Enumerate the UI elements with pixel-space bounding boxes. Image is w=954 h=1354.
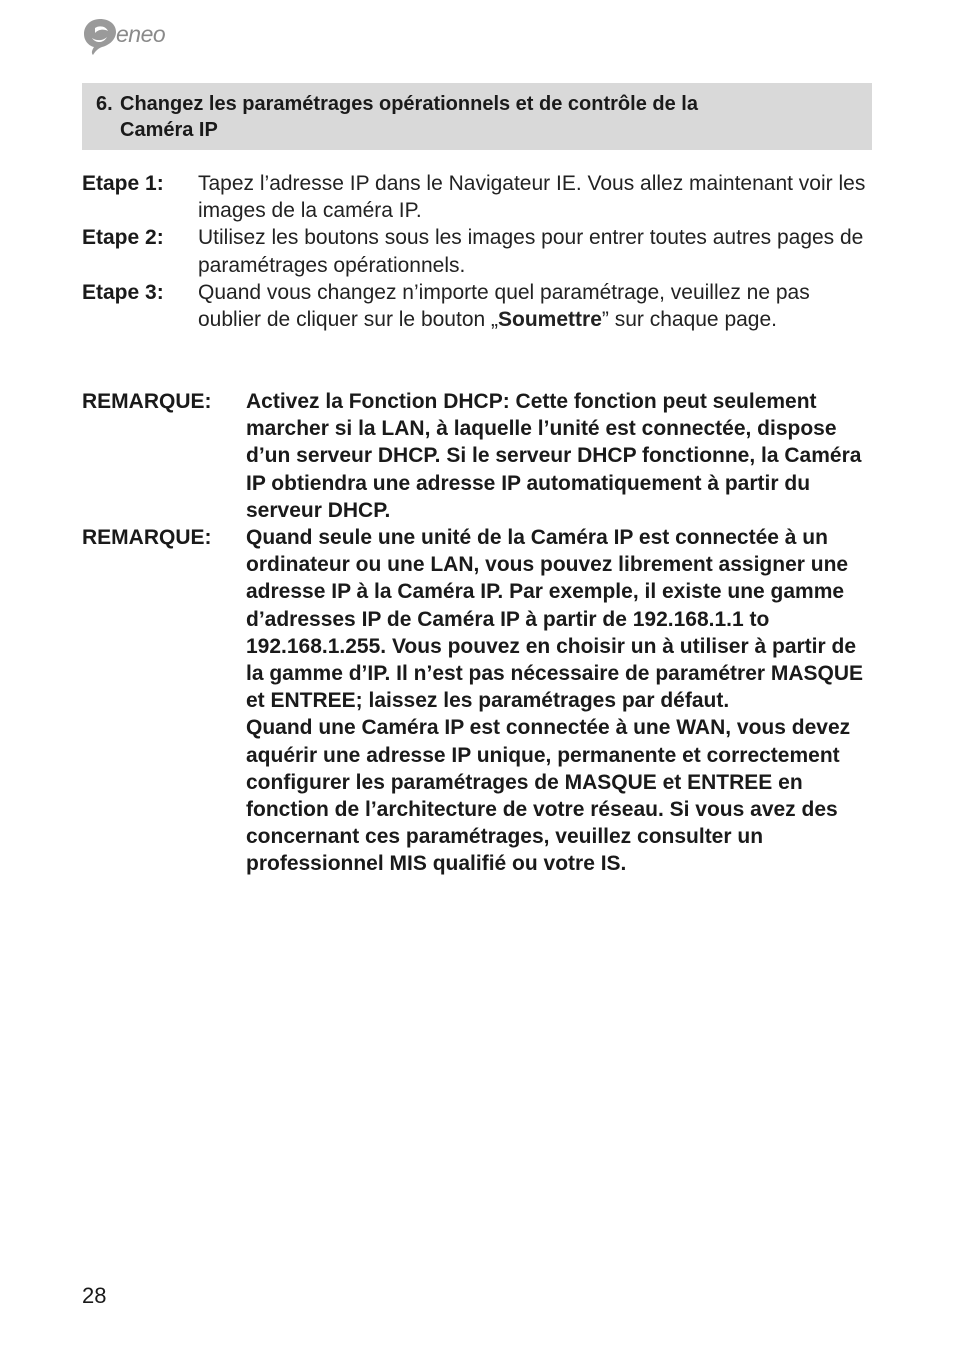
step-text [198, 279, 868, 333]
remark-label: REMARQUE: [82, 390, 212, 413]
remark-label: REMARQUE: [82, 526, 212, 550]
section-number: 6. [96, 93, 113, 115]
step-item [82, 224, 882, 278]
step-text: Utilisez les boutons sous les images pour entrer toutes autres pages de paramétrages opérationnels. [198, 226, 864, 277]
steps-list [82, 170, 882, 333]
step-text: Tapez l’adresse IP dans le Navigateur IE. Vous allez maintenant voir les images de la caméra IP. [198, 172, 866, 223]
step-label: Etape 2: [82, 226, 164, 250]
remark-paragraph: Quand seule une unité de la Caméra IP est connectée à un ordinateur ou une LAN, vous pouvez librement assigner une adresse IP à la Caméra IP. Par exemple, il existe une gamme d’adresses IP de Caméra IP à partir de 192.168.1.1 to 192.168.1.255. Vous pouvez en choisir un à utiliser à partir de la gamme d’IP. Il n’est pas nécessaire de paramétrer MASQUE et ENTREE; laissez les paramétrages par défaut. [246, 526, 864, 713]
remark-text [246, 388, 868, 524]
remark-item [82, 524, 882, 878]
step-text-after: ” sur chaque page. [601, 308, 777, 332]
remark-text [246, 524, 868, 878]
brand-name: eneo [116, 21, 166, 47]
eneo-logo-icon [80, 16, 120, 56]
step-item [82, 279, 882, 333]
submit-button-name: Soumettre [498, 308, 602, 332]
step-label: Etape 1: [82, 172, 164, 195]
step-label: Etape 3: [82, 280, 164, 304]
section-title-line1: Changez les paramétrages opérationnels et de contrôle de la [120, 93, 698, 115]
remark-paragraph: Activez la Fonction DHCP: Cette fonction peut seulement marcher si la LAN, à laquelle l’unité est connectée, dispose d’un serveur DHCP. Si le serveur DHCP fonctionne, la Caméra IP obtiendra une adresse IP automatiquement à partir du serveur DHCP. [246, 390, 862, 522]
remark-paragraph: Quand une Caméra IP est connectée à une WAN, vous devez aquérir une adresse IP unique, permanente et correctement configurer les paramétrages de MASQUE et ENTREE en fonction de l’architecture de votre réseau. Si vous avez des concernant ces paramétrages, veuillez consulter un professionnel MIS qualifié ou votre IS. [246, 716, 851, 876]
step-text-before: Quand vous changez n’importe quel paramétrage, veuillez ne pas oublier de cliquer sur le bouton „ [198, 280, 810, 332]
page-number: 28 [82, 1283, 107, 1308]
remark-item [82, 388, 882, 524]
section-title-line2: Caméra IP [120, 119, 218, 141]
remarks-list [82, 388, 882, 878]
step-item [82, 170, 882, 224]
section-header [82, 83, 872, 150]
